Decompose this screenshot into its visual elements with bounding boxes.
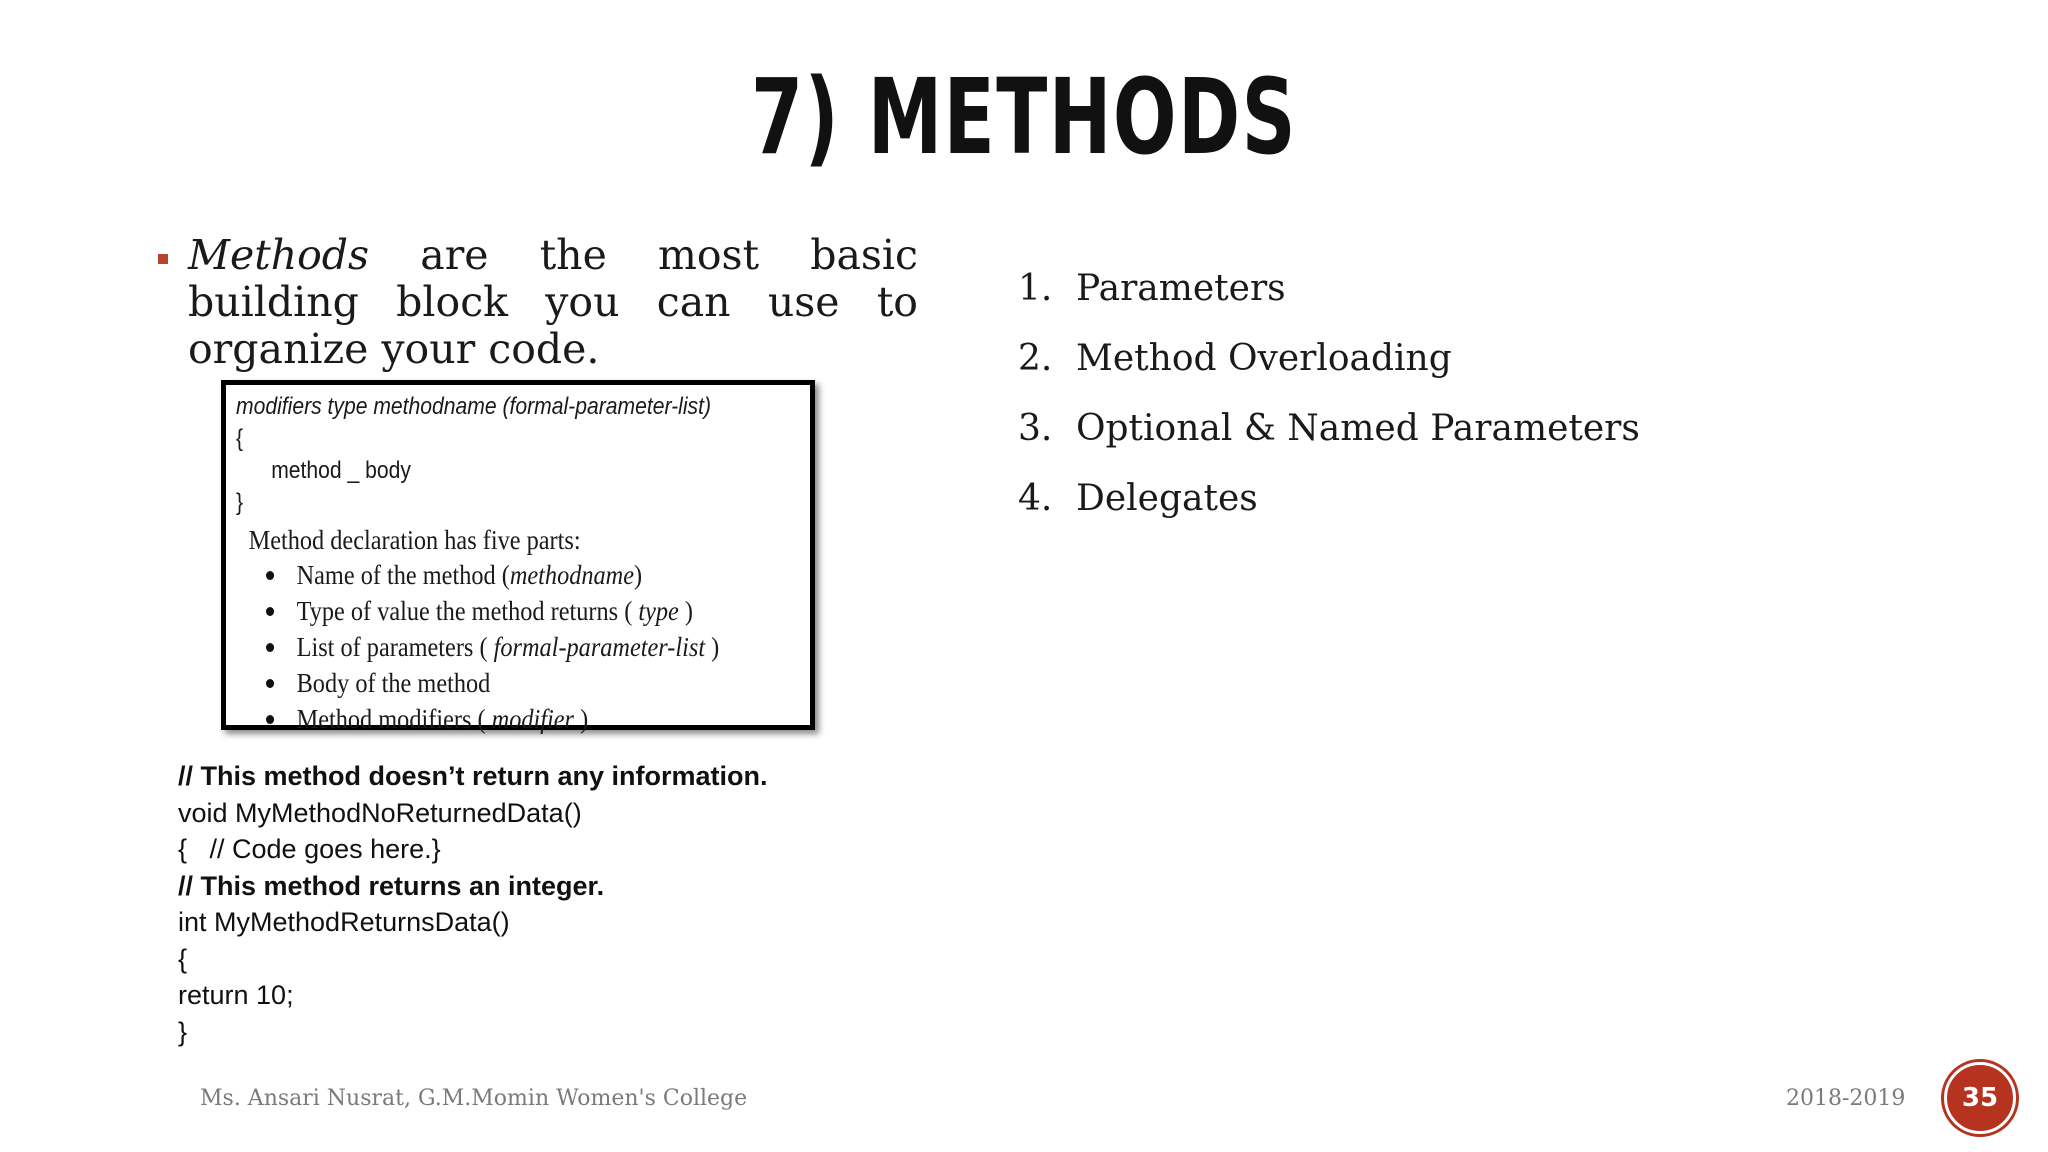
topic-item bbox=[1018, 394, 1640, 464]
part-item bbox=[266, 665, 747, 701]
slide-title: 7) METHODS bbox=[751, 56, 1297, 178]
square-bullet-icon bbox=[158, 254, 168, 264]
part-item bbox=[266, 557, 747, 593]
intro-rest: are the most basic building block you can use to organize your code. bbox=[188, 231, 918, 373]
bullet-dot-icon bbox=[266, 607, 274, 616]
method-syntax-box bbox=[221, 380, 815, 734]
code-line: { // Code goes here.} bbox=[178, 834, 441, 864]
bullet-dot-icon bbox=[266, 679, 274, 688]
bullet-dot-icon bbox=[266, 643, 274, 652]
topic-label: Parameters bbox=[1076, 268, 1286, 309]
topic-number: 2. bbox=[1018, 338, 1053, 379]
code-comment: // This method doesn’t return any information. bbox=[178, 761, 768, 791]
footer-year: 2018-2019 bbox=[1786, 1086, 1906, 1111]
topic-number: 4. bbox=[1018, 478, 1053, 519]
code-line: int MyMethodReturnsData() bbox=[178, 907, 510, 937]
syntax-signature: modifiers type methodname (formal-parameter-list) bbox=[236, 393, 711, 420]
parts-heading: Method declaration has five parts: bbox=[248, 525, 581, 555]
part-italic: type bbox=[638, 596, 679, 626]
code-line: return 10; bbox=[178, 980, 294, 1010]
part-item bbox=[266, 629, 747, 665]
code-line: { bbox=[178, 943, 188, 974]
part-italic: formal-parameter-list bbox=[493, 632, 706, 662]
part-item bbox=[266, 701, 747, 737]
page-number: 35 bbox=[1961, 1083, 1999, 1113]
code-line: } bbox=[178, 1016, 188, 1047]
topic-item bbox=[1018, 324, 1640, 394]
topic-label: Method Overloading bbox=[1076, 338, 1452, 379]
intro-text bbox=[188, 232, 918, 373]
part-tail: ) bbox=[705, 632, 720, 662]
parts-list bbox=[236, 557, 800, 737]
part-text: Name of the method ( bbox=[296, 560, 510, 590]
part-text: Method modifiers ( bbox=[296, 704, 492, 734]
topic-label: Optional & Named Parameters bbox=[1076, 408, 1640, 449]
part-text: List of parameters ( bbox=[296, 632, 494, 662]
bullet-dot-icon bbox=[266, 715, 274, 724]
code-comment: // This method returns an integer. bbox=[178, 870, 605, 901]
topic-number: 1. bbox=[1018, 268, 1053, 309]
part-italic: methodname bbox=[509, 560, 635, 590]
footer-author: Ms. Ansari Nusrat, G.M.Momin Women's College bbox=[200, 1086, 748, 1111]
syntax-open-brace: { bbox=[236, 425, 244, 452]
part-tail: ) bbox=[573, 704, 589, 734]
syntax-close-brace: } bbox=[236, 489, 244, 516]
intro-emphasis: Methods bbox=[188, 231, 370, 279]
code-example bbox=[178, 758, 768, 1050]
topic-list bbox=[1018, 254, 1640, 534]
topic-number: 3. bbox=[1018, 408, 1053, 449]
page-number-badge bbox=[1944, 1062, 2016, 1134]
intro-bullet bbox=[158, 232, 918, 373]
part-text: Type of value the method returns ( bbox=[296, 596, 639, 626]
part-text: Body of the method bbox=[296, 668, 491, 698]
topic-label: Delegates bbox=[1076, 478, 1258, 519]
part-tail: ) bbox=[634, 560, 643, 590]
code-line: void MyMethodNoReturnedData() bbox=[178, 797, 582, 828]
topic-item bbox=[1018, 254, 1640, 324]
part-italic: modifier bbox=[491, 704, 574, 734]
syntax-body: method _ body bbox=[271, 457, 411, 484]
part-item bbox=[266, 593, 747, 629]
bullet-dot-icon bbox=[266, 571, 274, 580]
topic-item bbox=[1018, 464, 1640, 534]
part-tail: ) bbox=[678, 596, 694, 626]
